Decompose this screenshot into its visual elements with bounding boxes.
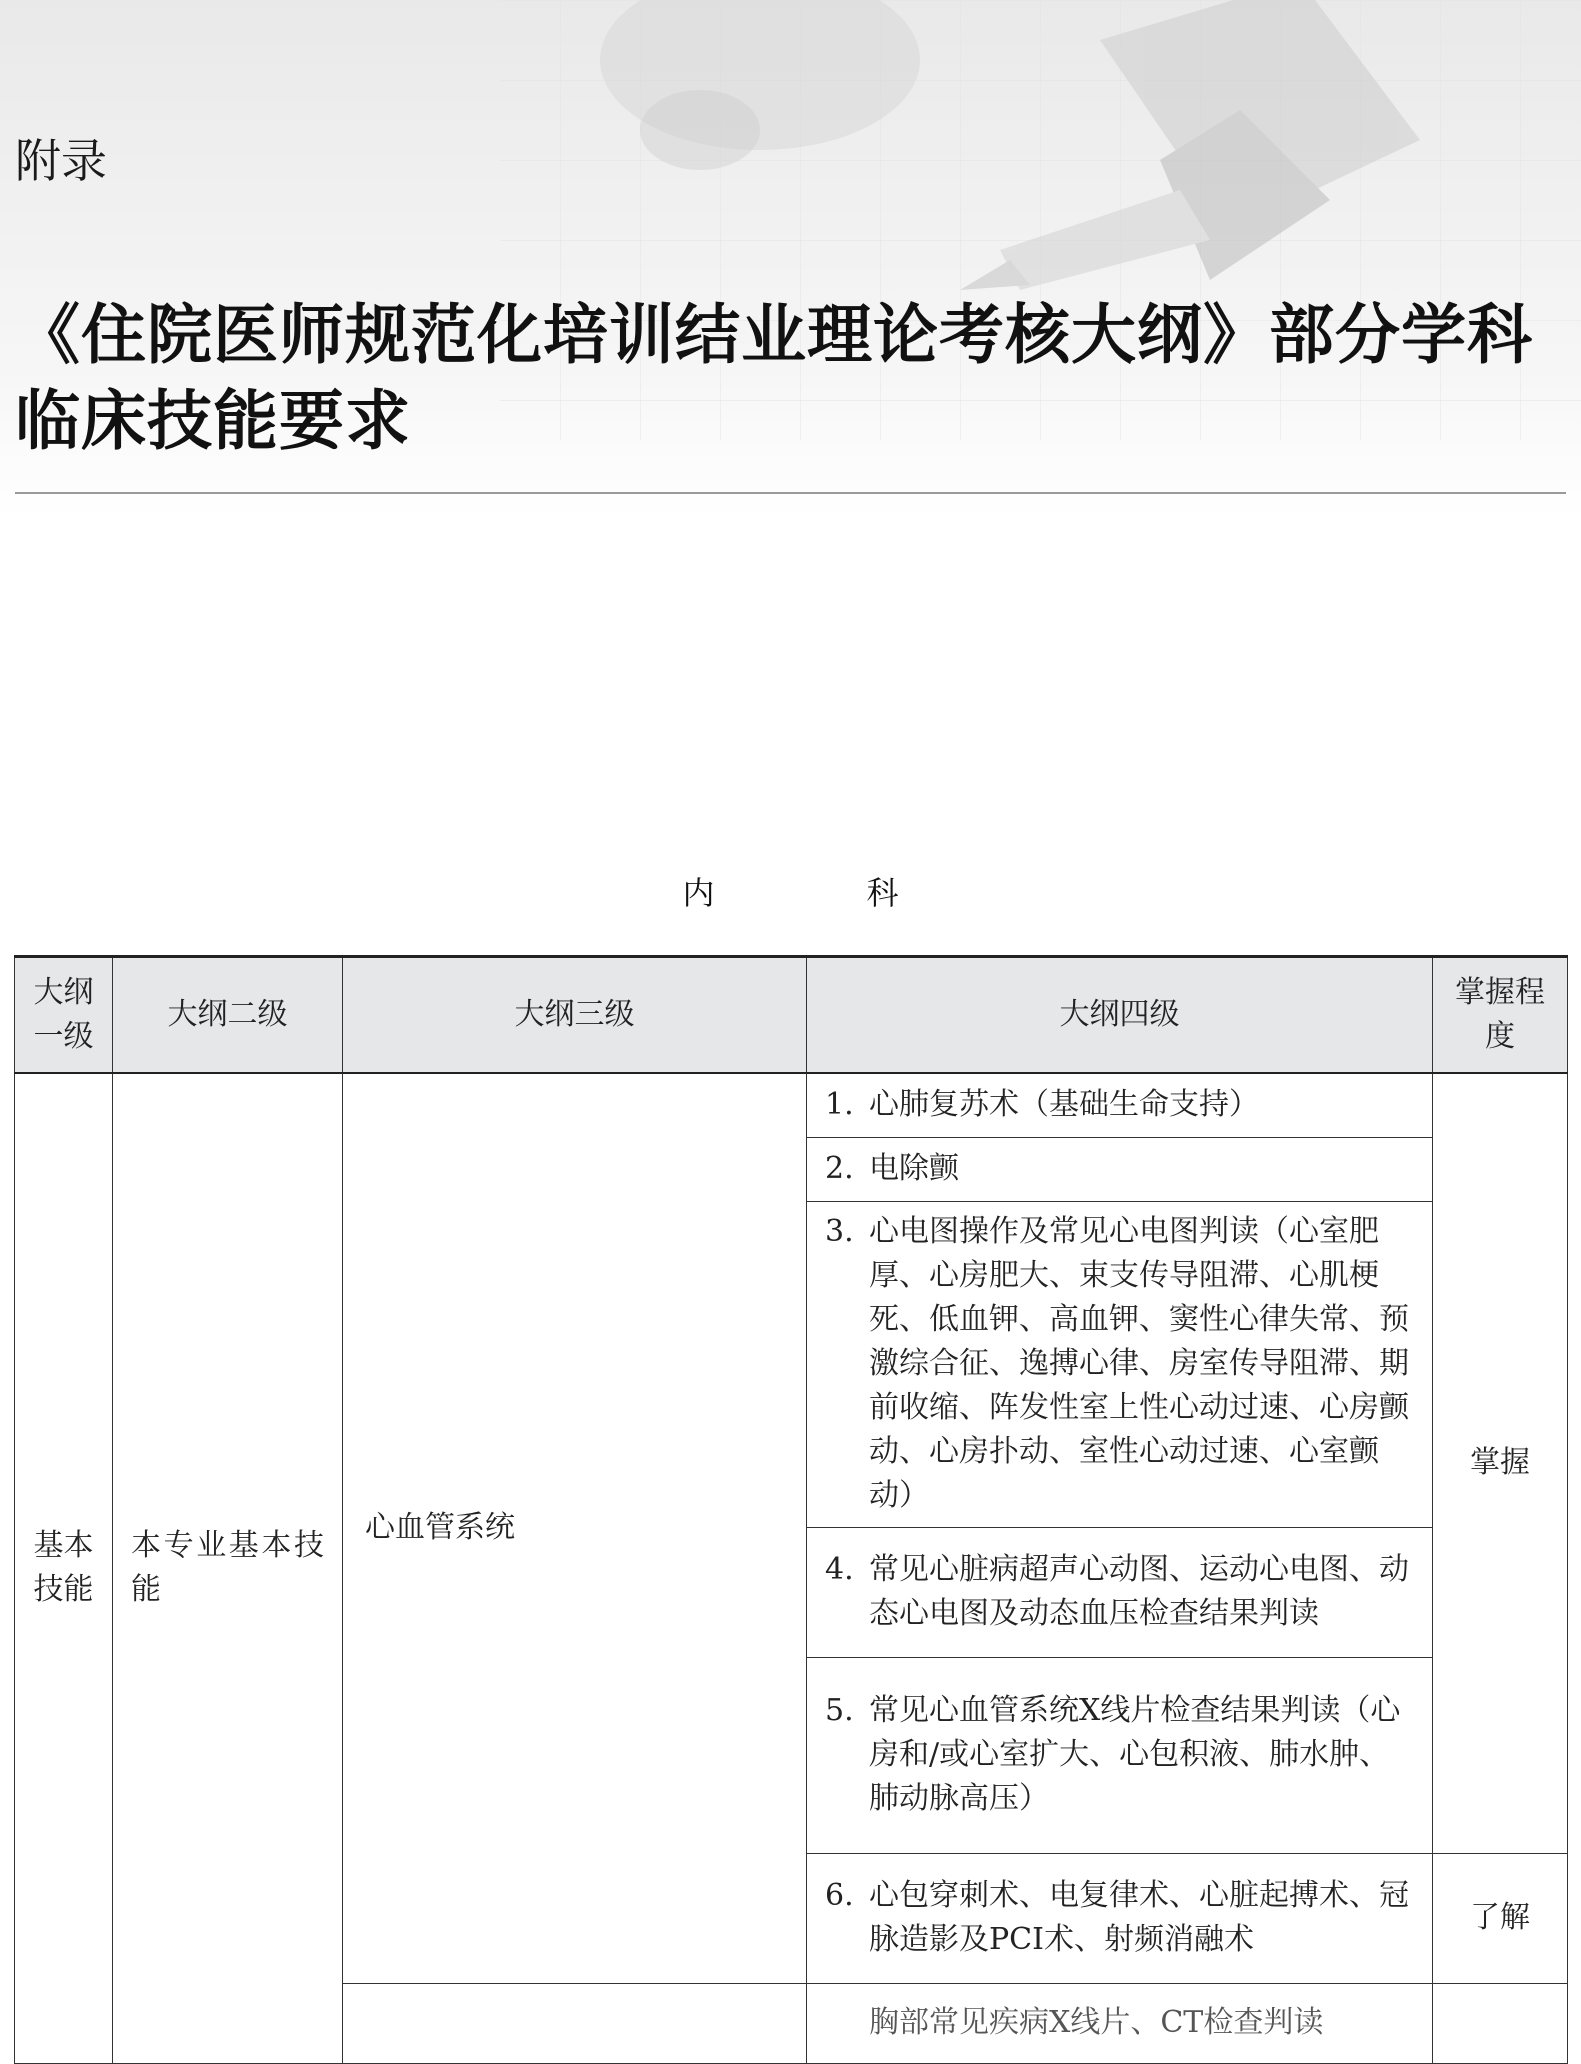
- item-text: 心包穿刺术、电复律术、心脏起搏术、冠脉造影及PCI术、射频消融术: [869, 1878, 1409, 1957]
- item-number: 3.: [825, 1214, 854, 1249]
- level4-item: [807, 1201, 1433, 1527]
- table-caption: 内 科: [682, 874, 959, 912]
- item-number: 6.: [825, 1878, 854, 1913]
- mastery-cell: 了解: [1433, 1853, 1568, 1983]
- level3-cell: 心血管系统: [343, 1073, 807, 1983]
- item-text: 常见心脏病超声心动图、运动心电图、动态心电图及动态血压检查结果判读: [869, 1552, 1409, 1631]
- item-text: 心电图操作及常见心电图判读（心室肥厚、心房肥大、束支传导阻滞、心肌梗死、低血钾、高血钾、窦性心律失常、预激综合征、逸搏心律、房室传导阻滞、期前收缩、阵发性室上性心动过速、心房颤动、心房扑动、室性心动过速、心室颤动）: [869, 1214, 1409, 1513]
- item-number: 1.: [825, 1087, 854, 1123]
- level3-cell: [343, 1983, 807, 2063]
- level4-item: [807, 1657, 1433, 1853]
- appendix-label: 附录: [15, 134, 107, 188]
- mastery-cell: 掌握: [1433, 1073, 1568, 1853]
- mastery-cell: [1433, 1983, 1568, 2063]
- header-level3: 大纲三级: [343, 957, 807, 1074]
- title-divider: [15, 492, 1566, 494]
- table-row: [15, 1073, 1568, 1137]
- item-number: 4.: [825, 1552, 854, 1587]
- level1-cell: 基本技能: [15, 1073, 113, 2063]
- level4-item: [807, 1137, 1433, 1201]
- level4-item: [807, 1073, 1433, 1137]
- page-header: [0, 0, 1581, 520]
- item-number: [825, 2001, 869, 2045]
- level4-item: [807, 1527, 1433, 1657]
- level4-item: [807, 1853, 1433, 1983]
- level4-item: [807, 1983, 1433, 2063]
- item-text: 常见心血管系统X线片检查结果判读（心房和/或心室扩大、心包积液、肺水肿、肺动脉高压）: [869, 1693, 1401, 1816]
- header-level1: 大纲一级: [15, 957, 113, 1074]
- item-text: 心肺复苏术（基础生命支持）: [869, 1087, 1259, 1123]
- syllabus-table: [14, 955, 1568, 2064]
- item-text: 胸部常见疾病X线片、CT检查判读: [869, 2005, 1324, 2040]
- level2-cell: 本专业基本技能: [113, 1073, 343, 2063]
- header-level4: 大纲四级: [807, 957, 1433, 1074]
- item-text: 电除颤: [869, 1151, 959, 1186]
- item-number: 2.: [825, 1151, 854, 1186]
- item-number: 5.: [825, 1693, 854, 1728]
- header-level2: 大纲二级: [113, 957, 343, 1074]
- table-header-row: [15, 957, 1568, 1074]
- page-title: 《住院医师规范化培训结业理论考核大纲》部分学科临床技能要求: [15, 298, 1534, 459]
- header-mastery: 掌握程度: [1433, 957, 1568, 1074]
